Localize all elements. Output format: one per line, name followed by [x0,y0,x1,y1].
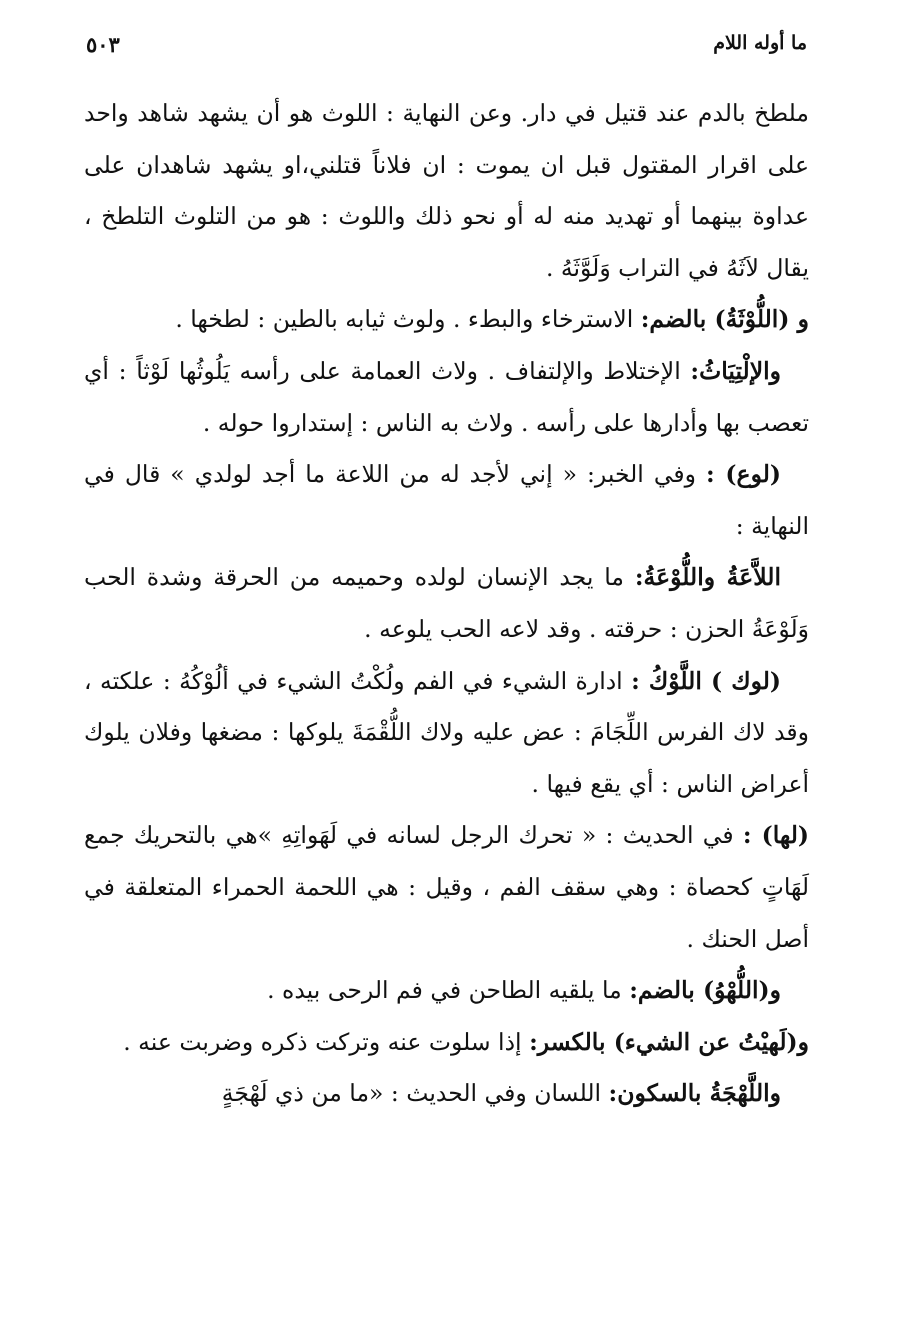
headword: و(اللُّهْوُ) بالضم: [629,976,781,1005]
paragraph [84,965,809,1017]
paragraph-text: ملطخ بالدم عند قتيل في دار. وعن النهاية : اللوث هو أن يشهد شاهد واحد على اقرار المقتول قبل ان يموت : ان فلاناً قتلني،او يشهد شاهدان على عداوة بينهما أو تهديد منه له أو نحو ذلك واللوث : هو من التلوث التلطخ ، يقال لاَثَهُ في التراب وَلَوَّثَهُ . [84,99,809,282]
headword: اللاَّعَةُ واللُّوْعَةُ: [634,563,781,592]
paragraph [84,1068,809,1120]
paragraph-text: ادارة الشيء في الفم ولُكْتُ الشيء في ألُوْكُهُ : علكته ، وقد لاك الفرس اللِّجَامَ : عض عليه ولاك اللُّقْمَةَ يلوكها : مضغها وفلان يلوك أعراض الناس : أي يقع فيها . [84,666,809,798]
headword: واللَّهْجَةُ بالسكون: [608,1079,781,1108]
paragraph [84,1017,809,1069]
paragraph-text: وفي الخبر: « إني لأجد له من اللاعة ما أجد لولدي » قال في النهاية : [84,460,809,540]
headword: والإلْتِيَاثُ: [690,356,781,385]
paragraph [84,88,809,294]
page-number: ٥٠٣ [86,32,120,57]
headword: و (اللُّوْثَةُ) بالضم: [640,305,809,334]
paragraph [84,656,809,811]
paragraph [84,449,809,552]
running-title: ما أوله اللام [713,32,807,54]
headword: (لوع) : [706,460,781,489]
paragraph [84,346,809,449]
body-text [84,88,809,1120]
paragraph-text: إذا سلوت عنه وتركت ذكره وضربت عنه . [123,1027,530,1056]
headword: (لوك ) اللَّوْكُ : [631,666,781,695]
paragraph-text: ما يلقيه الطاحن في فم الرحى بيده . [267,976,630,1005]
paragraph-text: الإختلاط والإلتفاف . ولاث العمامة على رأسه يَلُوثُها لَوْثاً : أي تعصب بها وأدارها على رأسه . ولاث به الناس : إستداروا حوله . [84,356,809,437]
paragraph-text: اللسان وفي الحديث : «ما من ذي لَهْجَةٍ [221,1079,609,1108]
paragraph [84,810,809,965]
headword: و(لَهيْتُ عن الشيء) بالكسر: [529,1027,809,1056]
paragraph [84,552,809,655]
paragraph-text: الاسترخاء والبطء . ولوث ثيابه بالطين : لطخها . [175,305,641,334]
paragraph-text: ما يجد الإنسان لولده وحميمه من الحرقة وشدة الحب وَلَوْعَةُ الحزن : حرقته . وقد لاعه الحب يلوعه . [84,563,809,643]
headword: (لها) : [742,821,809,850]
page-header [86,32,807,66]
paragraph-text: في الحديث : « تحرك الرجل لسانه في لَهَواتِهِ »هي بالتحريك جمع لَهَاتٍ كحصاة : وهي سقف الفم ، وقيل : هي اللحمة الحمراء المتعلقة في أصل الحنك . [84,821,809,953]
paragraph [84,294,809,346]
